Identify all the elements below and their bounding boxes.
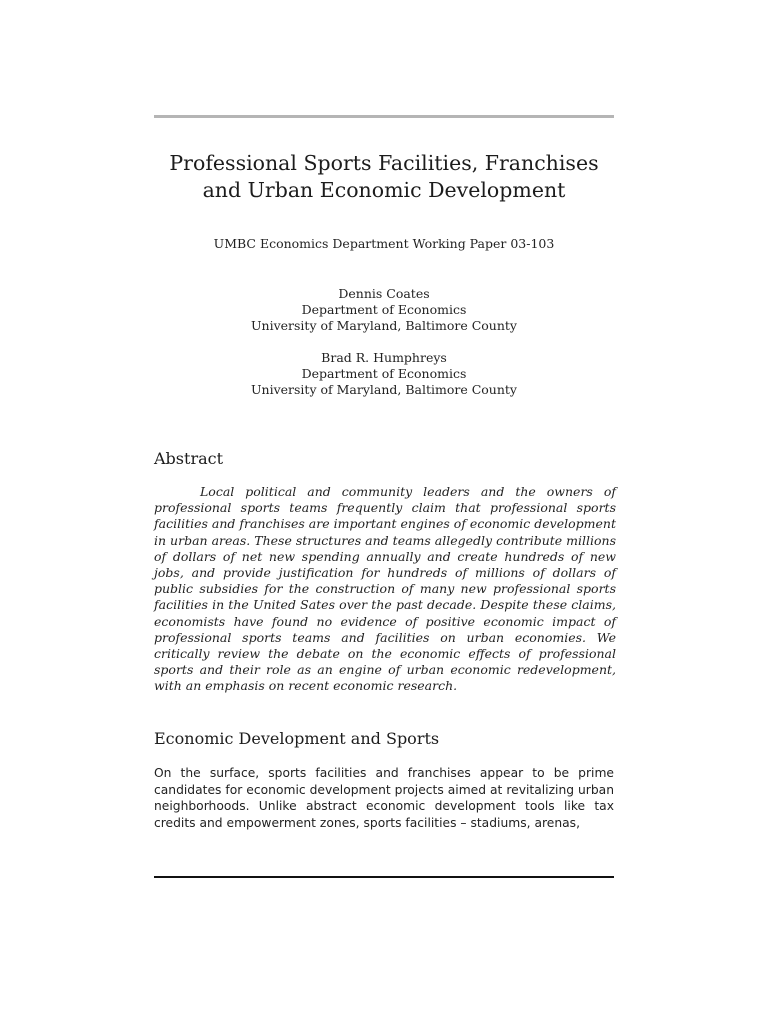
section-paragraph: On the surface, sports facilities and franchises appear to be prime candidates for economic development projects aimed at revitalizing urban neighborhoods. Unlike abstract economic development tools like tax credits and empowerment zones, sports facilities – stadiums, arenas, (154, 766, 614, 830)
paper-title (154, 150, 614, 204)
author-1-affiliation: University of Maryland, Baltimore County (250, 318, 517, 333)
author-1-name: Dennis Coates (338, 286, 430, 301)
title-line-1: Professional Sports Facilities, Franchises (169, 151, 599, 175)
author-1-block (154, 286, 614, 334)
abstract-heading: Abstract (154, 449, 224, 468)
bottom-rule (154, 876, 614, 878)
working-paper-label: UMBC Economics Department Working Paper 03-103 (213, 236, 555, 251)
author-2-block (154, 350, 614, 398)
author-2-department: Department of Economics (301, 366, 467, 381)
section-heading: Economic Development and Sports (154, 729, 440, 748)
author-2-name: Brad R. Humphreys (321, 350, 447, 365)
title-line-2: and Urban Economic Development (202, 178, 566, 202)
author-1-department: Department of Economics (301, 302, 467, 317)
top-rule (154, 115, 614, 118)
abstract-text (154, 484, 616, 695)
author-2-affiliation: University of Maryland, Baltimore County (250, 382, 517, 397)
abstract-paragraph: Local political and community leaders and the owners of professional sports teams frequently claim that professional sports facilities and franchises are important engines of economic development in urban areas. These structures and teams allegedly contribute millions of dollars of net new spending annually and create hundreds of new jobs, and provide justification for hundreds of millions of dollars of public subsidies for the construction of many new professional sports facilities in the United Sates over the past decade. Despite these claims, economists have found no evidence of positive economic impact of professional sports teams and facilities on urban economies. We critically review the debate on the economic effects of professional sports and their role as an engine of urban economic redevelopment, with an emphasis on recent economic research. (154, 484, 616, 694)
